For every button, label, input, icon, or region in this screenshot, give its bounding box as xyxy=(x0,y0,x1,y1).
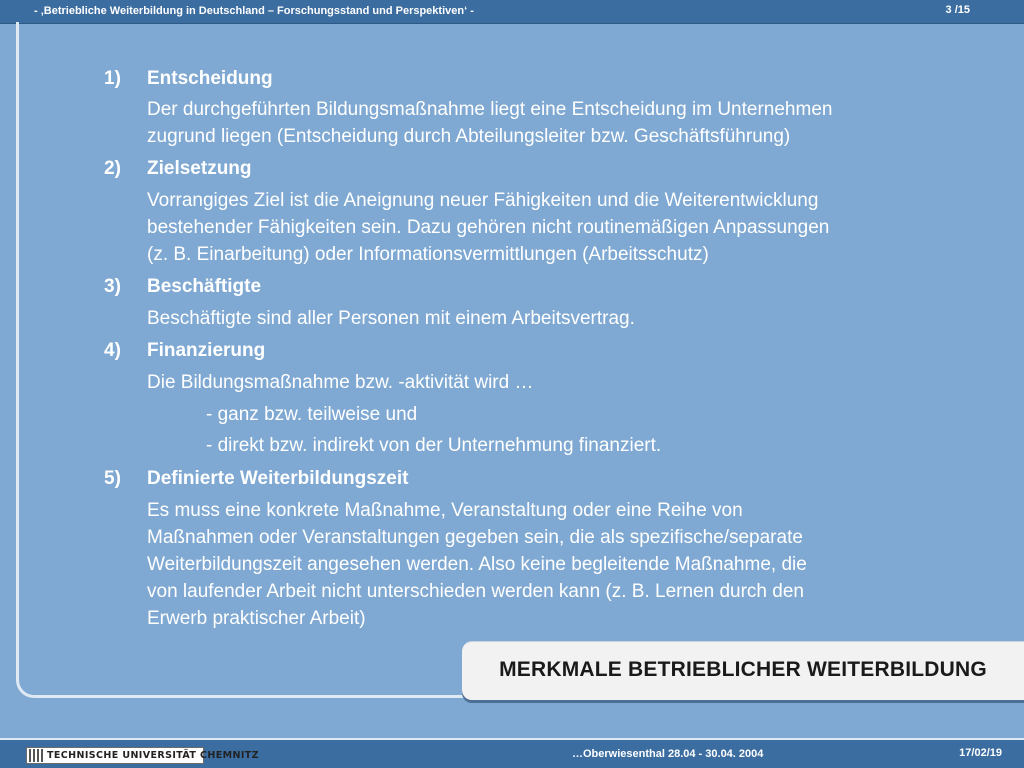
item-number: 4) xyxy=(104,340,121,361)
item-text-line: bestehender Fähigkeiten sein. Dazu gehören nicht routinemäßigen Anpassungen xyxy=(147,217,830,238)
slide-title-banner xyxy=(462,642,1024,700)
item-text-line: Weiterbildungszeit angesehen werden. Also keine begleitende Maßnahme, die xyxy=(147,554,807,575)
item-text-line: Es muss eine konkrete Maßnahme, Veranstaltung oder eine Reihe von xyxy=(147,500,743,521)
item-number: 2) xyxy=(104,158,121,179)
item-text-line: Der durchgeführten Bildungsmaßnahme liegt eine Entscheidung im Unternehmen xyxy=(147,99,833,120)
item-text-line: Erwerb praktischer Arbeit) xyxy=(147,608,366,629)
event-info: …Oberwiesenthal 28.04 - 30.04. 2004 xyxy=(572,748,764,760)
item-number: 5) xyxy=(104,468,121,489)
university-logo-icon xyxy=(29,749,43,762)
page-number: 3 /15 xyxy=(945,4,970,16)
item-number: 3) xyxy=(104,276,121,297)
header-bar xyxy=(0,0,1024,24)
item-heading: Finanzierung xyxy=(147,340,266,361)
item-number: 1) xyxy=(104,68,121,89)
item-text-line: Vorrangiges Ziel ist die Aneignung neuer Fähigkeiten und die Weiterentwicklung xyxy=(147,190,819,211)
item-sub-line: - ganz bzw. teilweise und xyxy=(206,404,418,425)
item-heading: Definierte Weiterbildungszeit xyxy=(147,468,409,489)
item-sub-line: - direkt bzw. indirekt von der Unternehmung finanziert. xyxy=(206,435,662,456)
item-heading: Beschäftigte xyxy=(147,276,262,297)
item-text-line: von laufender Arbeit nicht unterschieden werden kann (z. B. Lernen durch den xyxy=(147,581,804,602)
university-name: TECHNISCHE UNIVERSITÄT CHEMNITZ xyxy=(47,750,259,761)
item-text-line: Maßnahmen oder Veranstaltungen gegeben sein, die als spezifische/separate xyxy=(147,527,803,548)
item-text-line: Die Bildungsmaßnahme bzw. -aktivität wird … xyxy=(147,372,534,393)
university-logo xyxy=(26,747,259,764)
slide-title: MERKMALE BETRIEBLICHER WEITERBILDUNG xyxy=(499,658,987,681)
presentation-title: - ‚Betriebliche Weiterbildung in Deutschland – Forschungsstand und Perspektiven‘ - xyxy=(34,5,474,17)
item-text-line: Beschäftigte sind aller Personen mit einem Arbeitsvertrag. xyxy=(147,308,635,329)
item-heading: Zielsetzung xyxy=(147,158,252,179)
item-heading: Entscheidung xyxy=(147,68,273,89)
item-text-line: zugrund liegen (Entscheidung durch Abteilungsleiter bzw. Geschäftsführung) xyxy=(147,126,791,147)
footer-date: 17/02/19 xyxy=(959,747,1002,759)
item-text-line: (z. B. Einarbeitung) oder Informationsvermittlungen (Arbeitsschutz) xyxy=(147,244,709,265)
footer-bar xyxy=(0,738,1024,768)
